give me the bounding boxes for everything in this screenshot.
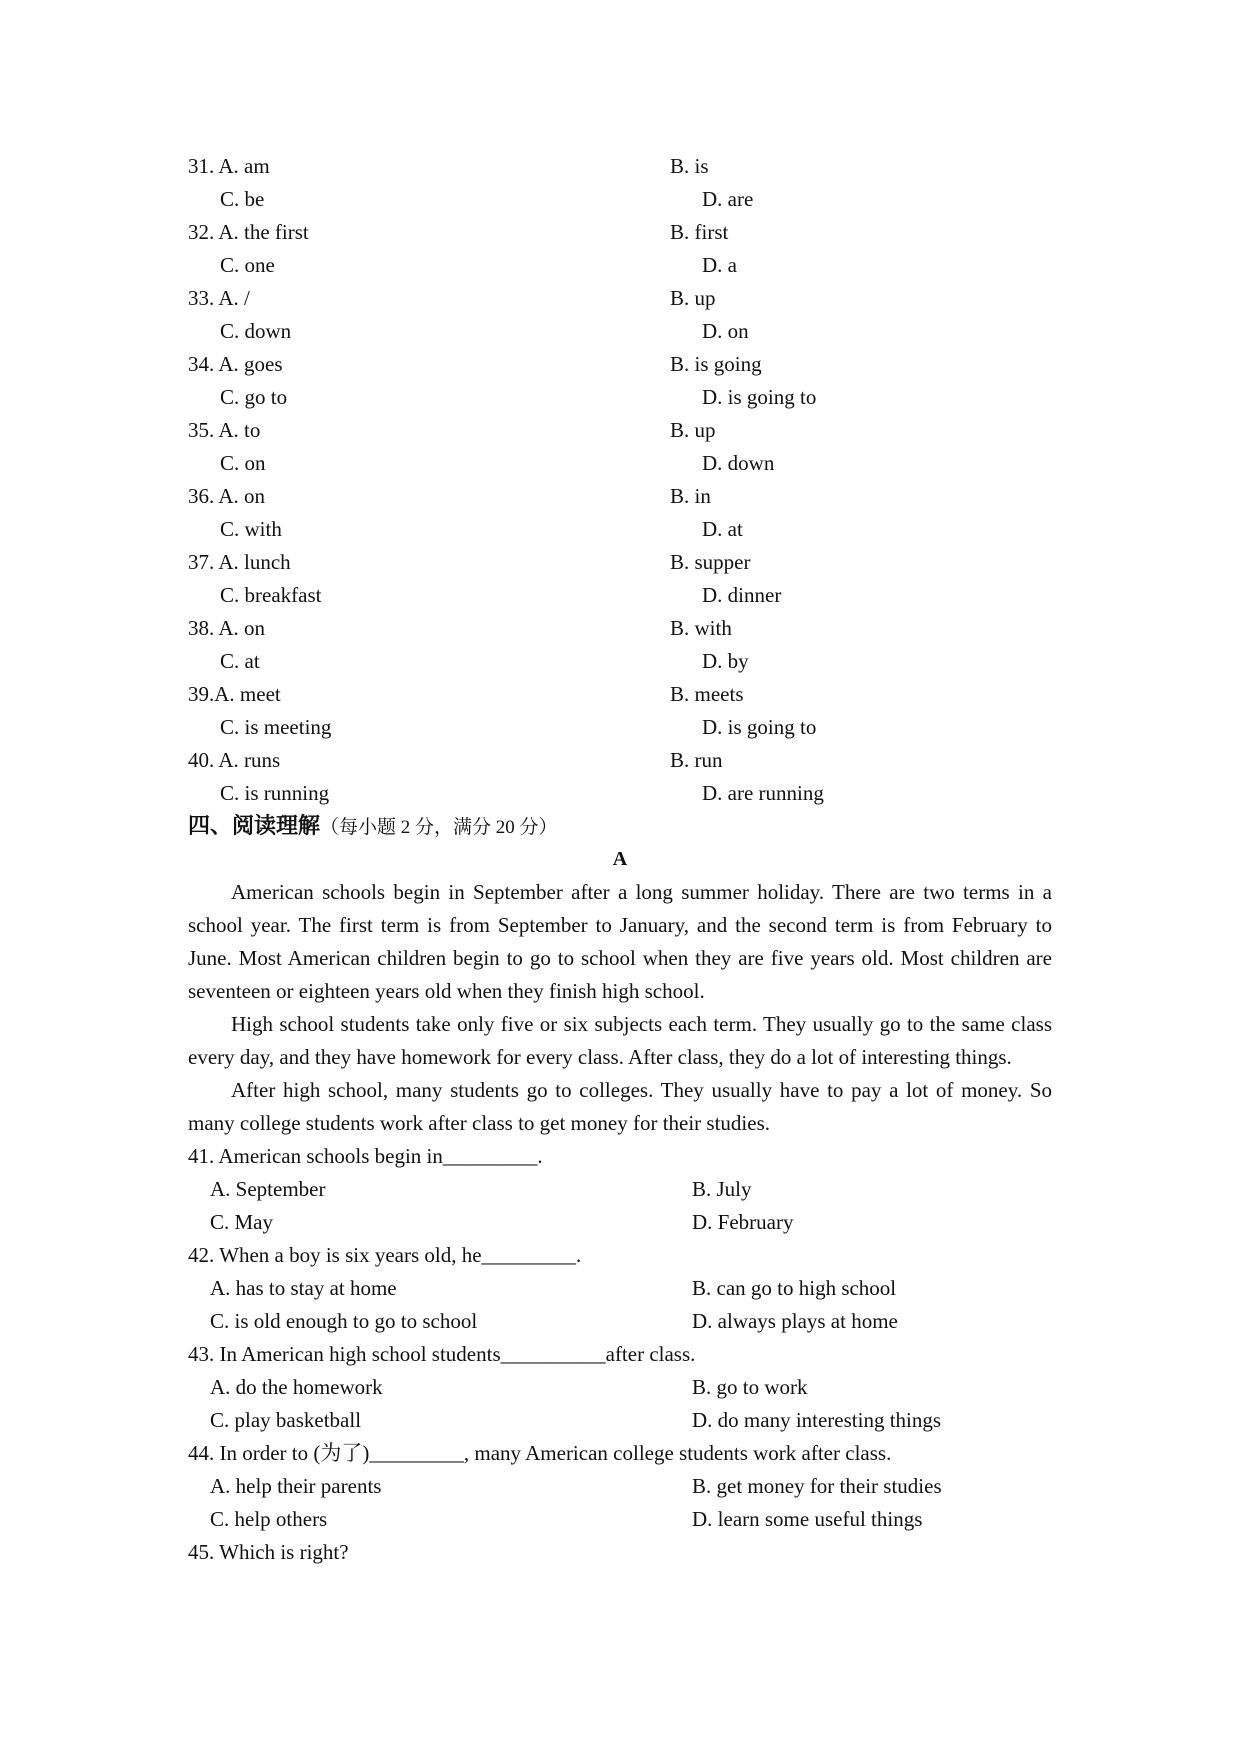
reading-questions-list bbox=[188, 1140, 1052, 1536]
option-d: D. is going to bbox=[702, 385, 817, 409]
answer-row bbox=[188, 1173, 1052, 1206]
option-d: D. at bbox=[702, 517, 743, 541]
option-b: B. with bbox=[670, 616, 732, 640]
answer-row bbox=[188, 1206, 1052, 1239]
option-a: A. am bbox=[218, 154, 270, 178]
answer-b: B. get money for their studies bbox=[692, 1474, 942, 1498]
option-row bbox=[188, 546, 1052, 579]
answer-b: B. can go to high school bbox=[692, 1276, 897, 1300]
item-number: 36. bbox=[188, 484, 215, 508]
option-row bbox=[188, 645, 1052, 678]
option-row bbox=[188, 612, 1052, 645]
option-c: C. down bbox=[220, 319, 292, 343]
question-stem: 44. In order to (为了)_________, many American college students work after class. bbox=[188, 1441, 892, 1465]
option-row bbox=[188, 414, 1052, 447]
answer-c: C. play basketball bbox=[210, 1408, 362, 1432]
option-left bbox=[188, 546, 670, 579]
answer-c: C. May bbox=[210, 1210, 273, 1234]
option-d: D. down bbox=[702, 451, 775, 475]
answer-row bbox=[188, 1305, 1052, 1338]
option-c: C. at bbox=[220, 649, 260, 673]
answer-a: A. do the homework bbox=[210, 1375, 383, 1399]
option-row bbox=[188, 480, 1052, 513]
answer-row bbox=[188, 1503, 1052, 1536]
answer-row bbox=[188, 1470, 1052, 1503]
passage-paragraph: After high school, many students go to colleges. They usually have to pay a lot of money. So many college students work after class to get money for their studies. bbox=[188, 1078, 1052, 1135]
item-number: 33. bbox=[188, 286, 215, 310]
section-score-note: （每小题 2 分，满分 20 分） bbox=[320, 817, 558, 838]
option-c: C. is running bbox=[220, 781, 330, 805]
page-content bbox=[188, 150, 1052, 1569]
option-left bbox=[188, 744, 670, 777]
answer-b: B. July bbox=[692, 1177, 752, 1201]
answer-c: C. help others bbox=[210, 1507, 328, 1531]
option-b: B. up bbox=[670, 418, 716, 442]
option-row bbox=[188, 744, 1052, 777]
option-row bbox=[188, 315, 1052, 348]
option-left bbox=[188, 150, 670, 183]
option-c: C. on bbox=[220, 451, 266, 475]
option-a: A. goes bbox=[218, 352, 283, 376]
option-left bbox=[188, 480, 670, 513]
option-c: C. one bbox=[220, 253, 275, 277]
option-row bbox=[188, 711, 1052, 744]
option-a: A. meet bbox=[214, 682, 281, 706]
answer-d: D. do many interesting things bbox=[692, 1408, 942, 1432]
item-number: 37. bbox=[188, 550, 215, 574]
option-row bbox=[188, 348, 1052, 381]
option-c: C. be bbox=[220, 187, 265, 211]
option-row bbox=[188, 678, 1052, 711]
item-number: 31. bbox=[188, 154, 215, 178]
answer-b: B. go to work bbox=[692, 1375, 808, 1399]
option-left bbox=[188, 348, 670, 381]
answer-a: A. September bbox=[210, 1177, 326, 1201]
option-row bbox=[188, 183, 1052, 216]
option-row bbox=[188, 150, 1052, 183]
question-stem: 41. American schools begin in_________. bbox=[188, 1144, 543, 1168]
option-a: A. runs bbox=[218, 748, 281, 772]
question-stem: 45. Which is right? bbox=[188, 1540, 349, 1564]
answer-row bbox=[188, 1272, 1052, 1305]
answer-d: D. learn some useful things bbox=[692, 1507, 923, 1531]
option-d: D. dinner bbox=[702, 583, 782, 607]
option-b: B. up bbox=[670, 286, 716, 310]
option-c: C. is meeting bbox=[220, 715, 332, 739]
option-a: A. / bbox=[218, 286, 250, 310]
option-a: A. to bbox=[218, 418, 261, 442]
option-b: B. supper bbox=[670, 550, 751, 574]
option-b: B. run bbox=[670, 748, 723, 772]
question-stem: 42. When a boy is six years old, he_________. bbox=[188, 1243, 582, 1267]
option-d: D. on bbox=[702, 319, 749, 343]
item-number: 35. bbox=[188, 418, 215, 442]
option-a: A. lunch bbox=[218, 550, 291, 574]
option-d: D. are bbox=[702, 187, 754, 211]
option-b: B. in bbox=[670, 484, 711, 508]
item-number: 40. bbox=[188, 748, 215, 772]
section-heading: 四、阅读理解 bbox=[188, 814, 321, 839]
passage-paragraph: High school students take only five or six subjects each term. They usually go to the same class every day, and they have homework for every class. After class, they do a lot of interesting things. bbox=[188, 1012, 1052, 1069]
cloze-options-list bbox=[188, 150, 1052, 810]
option-b: B. meets bbox=[670, 682, 744, 706]
option-row bbox=[188, 381, 1052, 414]
answer-row bbox=[188, 1404, 1052, 1437]
item-number: 39. bbox=[188, 682, 215, 706]
option-left bbox=[188, 678, 670, 711]
option-c: C. go to bbox=[220, 385, 288, 409]
answer-a: A. has to stay at home bbox=[210, 1276, 397, 1300]
question-stem: 43. In American high school students__________after class. bbox=[188, 1342, 696, 1366]
option-c: C. with bbox=[220, 517, 282, 541]
option-a: A. on bbox=[218, 484, 266, 508]
option-c: C. breakfast bbox=[220, 583, 322, 607]
option-d: D. a bbox=[702, 253, 737, 277]
passage-label: A bbox=[612, 848, 628, 870]
option-a: A. the first bbox=[218, 220, 309, 244]
option-row bbox=[188, 249, 1052, 282]
option-a: A. on bbox=[218, 616, 266, 640]
item-number: 32. bbox=[188, 220, 215, 244]
option-row bbox=[188, 579, 1052, 612]
item-number: 34. bbox=[188, 352, 215, 376]
option-left bbox=[188, 612, 670, 645]
answer-d: D. February bbox=[692, 1210, 794, 1234]
option-b: B. is going bbox=[670, 352, 762, 376]
option-row bbox=[188, 216, 1052, 249]
passage-paragraph: American schools begin in September after a long summer holiday. There are two terms in a school year. The first term is from September to January, and the second term is from February to June. Most American children begin to go to school when they are five years old. Most children are seventeen or eighteen years old when they finish high school. bbox=[188, 880, 1052, 1003]
option-left bbox=[188, 216, 670, 249]
option-d: D. are running bbox=[702, 781, 824, 805]
option-left bbox=[188, 414, 670, 447]
option-d: D. by bbox=[702, 649, 749, 673]
option-b: B. first bbox=[670, 220, 729, 244]
answer-row bbox=[188, 1371, 1052, 1404]
option-row bbox=[188, 282, 1052, 315]
answer-c: C. is old enough to go to school bbox=[210, 1309, 478, 1333]
option-row bbox=[188, 777, 1052, 810]
option-left bbox=[188, 282, 670, 315]
answer-d: D. always plays at home bbox=[692, 1309, 898, 1333]
option-row bbox=[188, 513, 1052, 546]
item-number: 38. bbox=[188, 616, 215, 640]
option-row bbox=[188, 447, 1052, 480]
section-title bbox=[188, 810, 1052, 843]
option-d: D. is going to bbox=[702, 715, 817, 739]
answer-a: A. help their parents bbox=[210, 1474, 382, 1498]
option-b: B. is bbox=[670, 154, 709, 178]
